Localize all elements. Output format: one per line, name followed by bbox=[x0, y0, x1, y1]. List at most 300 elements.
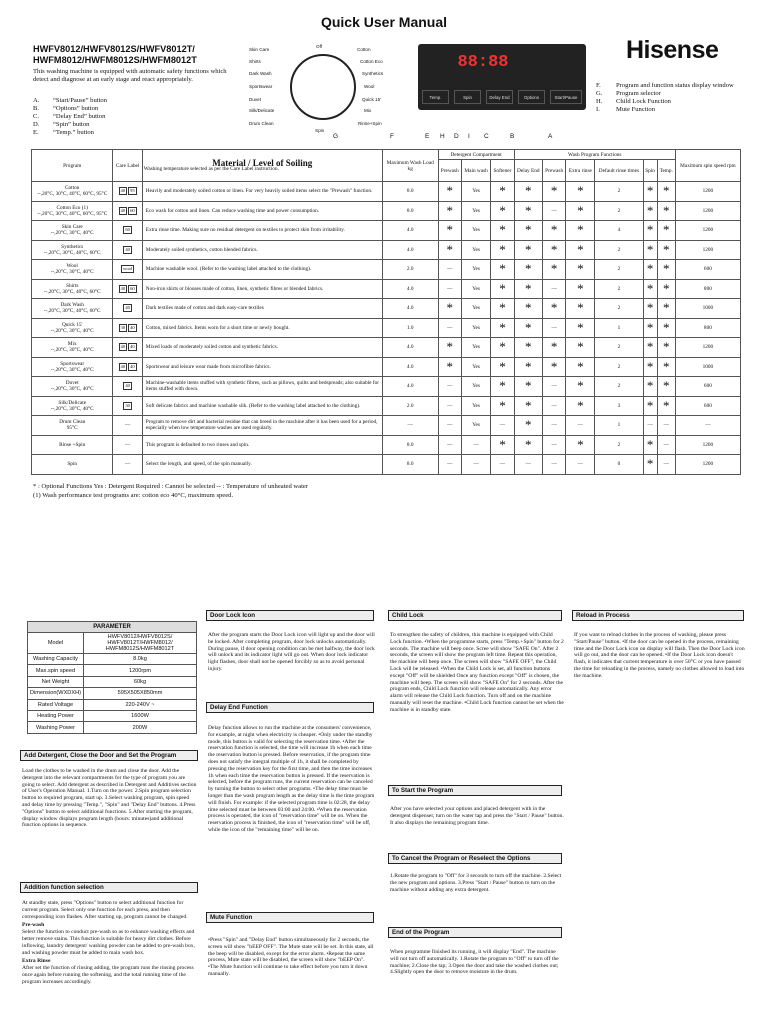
door-lock-heading: Door Lock Icon bbox=[206, 610, 374, 621]
letter-b: B bbox=[510, 133, 515, 140]
cell-description: Dark textiles made of cotton and dark easy-care textiles bbox=[142, 299, 382, 319]
care-label-icon: 30 bbox=[125, 402, 130, 408]
cell-care-label: — bbox=[113, 455, 142, 475]
cell-main: Yes bbox=[461, 416, 490, 436]
brand-logo: Hisense bbox=[626, 36, 719, 64]
cell-fpre: — bbox=[543, 201, 566, 221]
legend-item bbox=[596, 98, 734, 106]
cell-care-label bbox=[113, 338, 142, 358]
cell-fpre: — bbox=[543, 396, 566, 416]
table-row bbox=[32, 377, 741, 397]
cell-main: Yes bbox=[461, 318, 490, 338]
cell-extra: * bbox=[566, 240, 595, 260]
dial-label-off: Off bbox=[316, 44, 323, 49]
dial-label-duvet: Duvet bbox=[249, 97, 262, 102]
cell-program bbox=[32, 435, 113, 455]
dial-label-drum-clean: Drum Clean bbox=[249, 121, 274, 126]
cell-pre: * bbox=[438, 201, 461, 221]
legend-left bbox=[33, 97, 107, 137]
header-detergent: Detergent Compartment bbox=[438, 150, 514, 160]
program-name: Quick 15' bbox=[61, 321, 83, 328]
addition-heading: Addition function selection bbox=[20, 882, 198, 893]
cell-description: Eco wash for cotton and linen. Can reduce washing time and power consumption. bbox=[142, 201, 382, 221]
program-temps: --,20°C, 30°C, 40°C bbox=[50, 230, 94, 237]
parameter-key: Model bbox=[28, 633, 84, 654]
cell-program bbox=[32, 338, 113, 358]
cell-care-label bbox=[113, 201, 142, 221]
cell-spin: * bbox=[643, 396, 657, 416]
cell-def: 2 bbox=[595, 182, 643, 202]
cell-program bbox=[32, 377, 113, 397]
cell-temp: * bbox=[657, 338, 675, 358]
cell-program bbox=[32, 299, 113, 319]
delay-end-heading: Delay End Function bbox=[206, 702, 374, 713]
cell-temp: * bbox=[657, 396, 675, 416]
dial-label-mix: Mix bbox=[364, 108, 372, 113]
legend-value: “Start/Pause” button bbox=[53, 97, 108, 104]
care-label-icon: 40 bbox=[120, 344, 126, 350]
legend-value: “Temp.” button bbox=[53, 129, 94, 136]
parameter-row bbox=[28, 710, 197, 721]
cell-care-label bbox=[113, 357, 142, 377]
cell-extra: * bbox=[566, 279, 595, 299]
cell-program bbox=[32, 201, 113, 221]
cell-care-label: — bbox=[113, 416, 142, 436]
dial-label-shirts: Shirts bbox=[249, 59, 261, 64]
cell-care-label bbox=[113, 396, 142, 416]
cell-fpre: * bbox=[543, 182, 566, 202]
program-name: Skin Care bbox=[61, 224, 83, 231]
add-detergent-text: Load the clothes to be washed in the drum and close the door. Add the detergent into the relevant compartments for the type of program you are going to select. Add detergent as described in Detergent and Additives section of User's Operation Manual. 1.Turn on the power. 2.Spin program selection button to required program, start up. 3.Select washing program, spin speed and delay time by pressing "Temp.", "Spin" and "Delay End" buttons. 4.Press "Options" button to select additional functions. 5.After starting the program, display window displays program length (hours: minutes)and additional function options in sequence. bbox=[22, 768, 197, 829]
parameter-key: Heating Power bbox=[28, 710, 84, 721]
cell-delay: * bbox=[514, 416, 542, 436]
cell-main: Yes bbox=[461, 221, 490, 241]
parameter-value: HWFV8012/HWFV8012S/ HWFV8012T/HWFM8012/ HWFM8012S/HWFM8012T bbox=[83, 633, 196, 654]
cell-load: 4.0 bbox=[382, 240, 438, 260]
cell-fpre: * bbox=[543, 299, 566, 319]
cell-main: Yes bbox=[461, 240, 490, 260]
cancel-heading: To Cancel the Program or Reselect the Options bbox=[388, 853, 562, 864]
header-softener: Softener bbox=[491, 160, 514, 182]
panel-delay-button: Delay End bbox=[486, 90, 513, 104]
care-label-icon: 40 bbox=[125, 246, 130, 252]
parameter-row bbox=[28, 722, 197, 733]
cell-delay: * bbox=[514, 318, 542, 338]
diagram-letters bbox=[333, 133, 580, 143]
cell-def: 2 bbox=[595, 201, 643, 221]
cell-spin: * bbox=[643, 435, 657, 455]
care-label-icon: 60 bbox=[130, 285, 135, 291]
cell-pre: — bbox=[438, 396, 461, 416]
cell-pre: — bbox=[438, 416, 461, 436]
end-heading: End of the Program bbox=[388, 927, 562, 938]
cell-description: This program is defaulted to two rinses and spin. bbox=[142, 435, 382, 455]
program-temps: --,20°C, 30°C, 40°C bbox=[50, 327, 94, 334]
legend-right bbox=[596, 82, 734, 114]
cell-program bbox=[32, 396, 113, 416]
program-table bbox=[31, 149, 741, 475]
cell-soft: * bbox=[491, 279, 514, 299]
parameter-row bbox=[28, 699, 197, 710]
end-text: When programme finished its running, it will display "End". The machine will not turn off automatically. 1.Rotate the program to "Off" to turn off the machine; 2.Close the tap; 3.Open the door and take the washed clothes out; 4.Slightly open the door to remove moisture in the drum. bbox=[390, 949, 559, 976]
cell-spin: * bbox=[643, 377, 657, 397]
program-temps: --,20°C, 30°C, 40°C bbox=[50, 347, 94, 354]
cell-soft: * bbox=[491, 182, 514, 202]
cell-temp: * bbox=[657, 221, 675, 241]
cell-delay: * bbox=[514, 260, 542, 280]
cell-extra: * bbox=[566, 318, 595, 338]
program-temps: --,20°C, 30°C, 40°C bbox=[50, 366, 94, 373]
cell-care-label bbox=[113, 182, 142, 202]
cell-description: Program to remove dirt and bacterial residue that can breed in the machine after it has been used for a period, especially when low temperature washes are used regularly. bbox=[142, 416, 382, 436]
dial-label-skin-care: Skin Care bbox=[249, 47, 270, 52]
cell-pre: — bbox=[438, 435, 461, 455]
cell-rpm: 1200 bbox=[675, 338, 740, 358]
cell-pre: * bbox=[438, 182, 461, 202]
header-material: Material / Level of Soiling Washing temperature selected as per the Care Label instruction. bbox=[142, 150, 382, 182]
cell-main: Yes bbox=[461, 201, 490, 221]
cell-pre: * bbox=[438, 357, 461, 377]
model-line-2: HWFM8012/HWFM8012S/HWFM8012T bbox=[33, 55, 197, 65]
cell-temp: — bbox=[657, 455, 675, 475]
cell-program bbox=[32, 260, 113, 280]
cell-description: Mixed loads of moderately soiled cotton and synthetic fabrics. bbox=[142, 338, 382, 358]
letter-g: G bbox=[333, 133, 339, 140]
table-row bbox=[32, 260, 741, 280]
cell-main: Yes bbox=[461, 279, 490, 299]
legend-item bbox=[596, 106, 734, 114]
program-name: Wool bbox=[66, 263, 78, 270]
cell-pre: — bbox=[438, 260, 461, 280]
panel-spin-button: Spin bbox=[454, 90, 481, 104]
cell-load: 8.0 bbox=[382, 435, 438, 455]
program-temps: --,20°C, 30°C, 40°C bbox=[50, 405, 94, 412]
parameter-key: Max.spin speed bbox=[28, 665, 84, 676]
program-name: Rinse +Spin bbox=[59, 441, 86, 448]
legend-key: H. bbox=[596, 98, 603, 105]
parameter-key: Washing Capacity bbox=[28, 654, 84, 665]
mute-text: •Press "Spin" and "Delay End" button simultaneously for 2 seconds, the screen will show "bEEP OFF". The Mute state will be set. In this state, all the beep will be disabled, except for the error alarm. •Repeat the same process, Mute state will be disabled, the screen will show "bEEP On". •The Mute function will continue to take effect before you turn it down manually. bbox=[208, 937, 374, 977]
cell-rpm: 1200 bbox=[675, 201, 740, 221]
cell-rpm: 800 bbox=[675, 318, 740, 338]
cell-extra: * bbox=[566, 435, 595, 455]
legend-key: I. bbox=[596, 106, 600, 113]
legend-item bbox=[33, 121, 107, 129]
table-row bbox=[32, 182, 741, 202]
care-label-icon: 40 bbox=[120, 188, 126, 194]
cell-description: Moderately soiled synthetics, cotton blended fabrics. bbox=[142, 240, 382, 260]
cell-fpre: — bbox=[543, 279, 566, 299]
cell-def: 2 bbox=[595, 377, 643, 397]
table-row bbox=[32, 455, 741, 475]
program-temps: --,20°C, 30°C, 40°C, 60°C bbox=[43, 249, 101, 256]
cell-description: Cotton, mixed fabrics. Items worn for a short time or newly bought. bbox=[142, 318, 382, 338]
cell-delay: * bbox=[514, 377, 542, 397]
care-label-icon: 40 bbox=[120, 207, 126, 213]
legend-item bbox=[33, 105, 107, 113]
cell-soft: * bbox=[491, 318, 514, 338]
child-lock-text: To strengthen the safety of children, this machine is equipped with Child Lock function. •When the programme starts, press "Temp.+Spin" button for 2 seconds. The machine will beep once. Scree will show "SAFE On". After 2 seconds, the screen will show the program left time. Repeat this operation, the machine will beep once. The screen will show "SAFE OFF", the Child Lock will be released. •When the Child Lock is set, all function buttons except "Off" will be shielded Once any function except "Off" is chosen, the machine will beep. The screen will show "SAFE On" for 2 seconds. After the program ends, Child Lock function will release automatically. Any error alarm will release the Child Lock function. Turn off and on the machine manually will reset the machine. •Child Lock function cannot be set when the machine is in standby state. bbox=[390, 632, 564, 713]
cell-extra: * bbox=[566, 260, 595, 280]
cell-soft: * bbox=[491, 240, 514, 260]
letter-e: E bbox=[425, 133, 430, 140]
intro-text: This washing machine is equipped with automatic safety functions which detect and diagnose at an early stage and react appropriately. bbox=[33, 68, 227, 84]
cell-soft: * bbox=[491, 338, 514, 358]
footer-note: (1) Wash performance test programs are: cotton eco 40°C, maximum speed. bbox=[33, 492, 234, 499]
cell-main: Yes bbox=[461, 299, 490, 319]
cell-temp: * bbox=[657, 182, 675, 202]
cell-load: 4.0 bbox=[382, 357, 438, 377]
letter-c: C bbox=[484, 133, 489, 140]
cell-temp: * bbox=[657, 299, 675, 319]
cell-care-label: — bbox=[113, 435, 142, 455]
cell-extra: — bbox=[566, 416, 595, 436]
cell-pre: — bbox=[438, 455, 461, 475]
cell-pre: — bbox=[438, 279, 461, 299]
cell-temp: * bbox=[657, 318, 675, 338]
cell-pre: — bbox=[438, 318, 461, 338]
parameter-row bbox=[28, 633, 197, 654]
care-label-icon: 40 bbox=[125, 383, 130, 389]
cell-spin: * bbox=[643, 279, 657, 299]
cell-program bbox=[32, 318, 113, 338]
cell-delay: * bbox=[514, 182, 542, 202]
program-name: Spin bbox=[67, 461, 78, 468]
cell-extra: * bbox=[566, 182, 595, 202]
cell-rpm: 800 bbox=[675, 279, 740, 299]
table-row bbox=[32, 240, 741, 260]
program-name: Sportswear bbox=[60, 360, 85, 367]
cell-description: Machine washable wool. (Refer to the washing label attached to the clothing). bbox=[142, 260, 382, 280]
cell-pre: * bbox=[438, 299, 461, 319]
cell-main: Yes bbox=[461, 338, 490, 358]
cell-rpm: 600 bbox=[675, 260, 740, 280]
add-detergent-heading: Add Detergent, Close the Door and Set the Program bbox=[20, 750, 198, 761]
cell-load: 4.0 bbox=[382, 338, 438, 358]
legend-key: E. bbox=[33, 129, 39, 136]
table-row bbox=[32, 221, 741, 241]
header-temp: Temp. bbox=[657, 160, 675, 182]
header-max-spin: Maximum spin speed rpm bbox=[675, 150, 740, 182]
program-name: Cotton Eco (1) bbox=[56, 204, 88, 211]
cell-fpre: — bbox=[543, 318, 566, 338]
cell-description: Select the length, and speed, of the spin manually. bbox=[142, 455, 382, 475]
dial-label-rinse-spin: Rinse+Spin bbox=[358, 121, 382, 126]
cell-soft: * bbox=[491, 201, 514, 221]
letter-a: A bbox=[548, 133, 553, 140]
cell-def: 2 bbox=[595, 240, 643, 260]
cell-def: 3 bbox=[595, 396, 643, 416]
legend-item bbox=[596, 82, 734, 90]
cell-load: — bbox=[382, 416, 438, 436]
cell-main: Yes bbox=[461, 396, 490, 416]
cell-spin: * bbox=[643, 201, 657, 221]
cell-temp: * bbox=[657, 240, 675, 260]
care-label-icon: 60 bbox=[125, 227, 130, 233]
cell-pre: * bbox=[438, 221, 461, 241]
cell-temp: * bbox=[657, 260, 675, 280]
cell-main: Yes bbox=[461, 182, 490, 202]
parameter-key: Washing Power bbox=[28, 722, 84, 733]
dial-label-dark-wash: Dark Wash bbox=[249, 71, 272, 76]
cell-def: 2 bbox=[595, 435, 643, 455]
cell-load: 8.0 bbox=[382, 455, 438, 475]
cell-main: Yes bbox=[461, 377, 490, 397]
cell-soft: — bbox=[491, 416, 514, 436]
cell-rpm: 600 bbox=[675, 396, 740, 416]
dial-label-cotton-eco: Cotton Eco bbox=[360, 59, 383, 64]
cell-spin: * bbox=[643, 455, 657, 475]
care-label-icon: 40 bbox=[130, 344, 135, 350]
cell-load: 2.0 bbox=[382, 260, 438, 280]
cell-extra: * bbox=[566, 299, 595, 319]
cell-program bbox=[32, 221, 113, 241]
cell-care-label bbox=[113, 299, 142, 319]
panel-options-button: Options bbox=[518, 90, 545, 104]
dial-label-sportswear: Sportswear bbox=[249, 84, 273, 89]
dial-label-spin: Spin bbox=[315, 128, 325, 133]
care-label-icon: 30 bbox=[120, 324, 126, 330]
cell-delay: — bbox=[514, 455, 542, 475]
parameter-value: 220-240V ~ bbox=[83, 699, 196, 710]
cell-main: Yes bbox=[461, 260, 490, 280]
program-name: Shirts bbox=[66, 282, 79, 289]
program-temps: 95°C bbox=[66, 425, 78, 432]
cell-def: 0 bbox=[595, 455, 643, 475]
care-label-icon: 40 bbox=[120, 285, 126, 291]
cell-soft: * bbox=[491, 435, 514, 455]
cell-program bbox=[32, 416, 113, 436]
cell-delay: * bbox=[514, 338, 542, 358]
panel-temp-button: Temp. bbox=[422, 90, 449, 104]
program-name: Synthetics bbox=[61, 243, 84, 250]
cell-extra: * bbox=[566, 201, 595, 221]
child-lock-heading: Child Lock bbox=[388, 610, 562, 621]
cell-pre: * bbox=[438, 240, 461, 260]
cell-main: — bbox=[461, 435, 490, 455]
table-row bbox=[32, 396, 741, 416]
legend-value: “Spin” button bbox=[53, 121, 90, 128]
care-label-icon: 40 bbox=[130, 324, 135, 330]
cell-def: 2 bbox=[595, 260, 643, 280]
table-row bbox=[32, 279, 741, 299]
parameter-row bbox=[28, 665, 197, 676]
program-selector-dial bbox=[290, 54, 356, 120]
header-spin: Spin bbox=[643, 160, 657, 182]
program-name: Duvet bbox=[65, 380, 79, 387]
cell-load: 4.0 bbox=[382, 299, 438, 319]
cell-load: 8.0 bbox=[382, 201, 438, 221]
dial-label-wool: Wool bbox=[364, 84, 375, 89]
cell-delay: * bbox=[514, 299, 542, 319]
cell-care-label bbox=[113, 279, 142, 299]
legend-value: Program selector bbox=[616, 90, 661, 97]
letter-h: H bbox=[440, 133, 445, 140]
cell-extra: * bbox=[566, 357, 595, 377]
cell-def: 2 bbox=[595, 299, 643, 319]
delay-end-text: Delay function allows to run the machine at the consumers' convenience, for example, at night when electricity is cheaper. •Only under the standby mode, this button is valid for selecting the reservation time. •After the reservation function is selected, the time will increase 1h when each time the reservation button is pressed. Before reservation, if the program time does not satisfy the integral multiple of 1h, it shall be completed by pressing the reservation key for the first time, and then the time increases 1h when each time the reservation button is pressed. If the reservation is selected, before the program runs, the current reservation can be canceled by turning the button to select other programs. •The delay time must be longer than the wash program length as the delay time is the time program will finish. For example: if the selected program time is 02:28, the delay time selected must be between 03:00 and 24:00. •When the reservation process is operated, the icon of "reservation time" will be on. When the reservation process is finished, the icon of "reservation time" will be off, while the icon of the "remaining time" will be on. bbox=[208, 725, 375, 833]
dial-label-synthetics: Synthetics bbox=[362, 71, 384, 76]
cell-fpre: * bbox=[543, 357, 566, 377]
cell-rpm: 1000 bbox=[675, 357, 740, 377]
cell-spin: * bbox=[643, 318, 657, 338]
legend-key: G. bbox=[596, 90, 603, 97]
header-prewash: Prewash bbox=[438, 160, 461, 182]
cell-load: 8.0 bbox=[382, 182, 438, 202]
cell-fpre: — bbox=[543, 435, 566, 455]
legend-value: Mute Function bbox=[616, 106, 656, 113]
header-extra-rinse: Extra rinse bbox=[566, 160, 595, 182]
cell-soft: * bbox=[491, 221, 514, 241]
cell-spin: * bbox=[643, 240, 657, 260]
letter-f: F bbox=[390, 133, 394, 140]
cell-delay: * bbox=[514, 279, 542, 299]
parameter-title: PARAMETER bbox=[28, 622, 197, 633]
header-program: Program bbox=[32, 150, 113, 182]
cell-pre: — bbox=[438, 377, 461, 397]
cell-care-label bbox=[113, 240, 142, 260]
parameter-value: 595X505X850mm bbox=[83, 688, 196, 699]
care-label-icon: 60 bbox=[130, 207, 135, 213]
legend-item bbox=[33, 113, 107, 121]
cell-spin: * bbox=[643, 260, 657, 280]
cell-fpre: * bbox=[543, 260, 566, 280]
cell-delay: * bbox=[514, 221, 542, 241]
table-row bbox=[32, 318, 741, 338]
legend-key: C. bbox=[33, 113, 40, 120]
header-functions: Wash Program Functions bbox=[514, 150, 675, 160]
parameter-value: 8.0kg bbox=[83, 654, 196, 665]
legend-value: “Options” button bbox=[53, 105, 99, 112]
cell-extra: * bbox=[566, 338, 595, 358]
legend-key: D. bbox=[33, 121, 40, 128]
program-name: Dark Wash bbox=[60, 302, 84, 309]
cell-fpre: * bbox=[543, 338, 566, 358]
cell-spin: * bbox=[643, 357, 657, 377]
program-temps: --,20°C, 30°C, 40°C, 60°C, 95°C bbox=[37, 210, 108, 217]
cell-def: 2 bbox=[595, 338, 643, 358]
cell-extra: * bbox=[566, 396, 595, 416]
cell-spin: * bbox=[643, 299, 657, 319]
header-default-rinse: Default rinse times bbox=[595, 160, 643, 182]
letter-d: D bbox=[454, 133, 459, 140]
cancel-text: 1.Rotate the program to "Off" for 3 seconds to turn off the machine. 2.Select the new program and options. 3.Press "Start / Pause" button to turn on the machine without adding any extra detergent. bbox=[390, 873, 562, 893]
cell-extra: * bbox=[566, 221, 595, 241]
dial-label-silk: Silk/Delicate bbox=[249, 108, 275, 113]
parameter-row bbox=[28, 676, 197, 687]
cell-fpre: — bbox=[543, 455, 566, 475]
parameter-value: 1200rpm bbox=[83, 665, 196, 676]
program-name: Drum Clean bbox=[59, 419, 86, 426]
cell-load: 2.0 bbox=[382, 396, 438, 416]
cell-temp: — bbox=[657, 435, 675, 455]
footer-symbols: * : Optional Functions Yes : Detergent Required : Cannot be selected -- : Temperature of unheated water bbox=[33, 483, 309, 490]
cell-description: Soft delicate fabrics and machine washable silk. (Refer to the washing label attached to the clothing). bbox=[142, 396, 382, 416]
page-title: Quick User Manual bbox=[320, 14, 448, 30]
parameter-table bbox=[27, 621, 197, 734]
care-label-icon: 40 bbox=[120, 363, 126, 369]
program-temps: --,20°C, 30°C, 40°C bbox=[50, 269, 94, 276]
legend-value: Child Lock Function bbox=[616, 98, 671, 105]
cell-rpm: 600 bbox=[675, 377, 740, 397]
cell-rpm: 1200 bbox=[675, 455, 740, 475]
cell-main: Yes bbox=[461, 357, 490, 377]
legend-key: F. bbox=[596, 82, 601, 89]
header-max-load: Maximum Wash Load kg bbox=[382, 150, 438, 182]
cell-soft: * bbox=[491, 260, 514, 280]
legend-key: B. bbox=[33, 105, 40, 112]
reload-text: If you want to reload clothes in the process of washing, please press "Start/Pause" button. •If the door can be opened in the process, remaining time and the Door Lock icon on display will flash. Then the Door Lock icon will go out, and the door can be opened. •If the Door Lock icon doesn't flash, it indicates that current temperature is over 50°C or you have passed the time for reloading in the process, namely no clothes allowed to load into the machine. bbox=[574, 632, 745, 679]
